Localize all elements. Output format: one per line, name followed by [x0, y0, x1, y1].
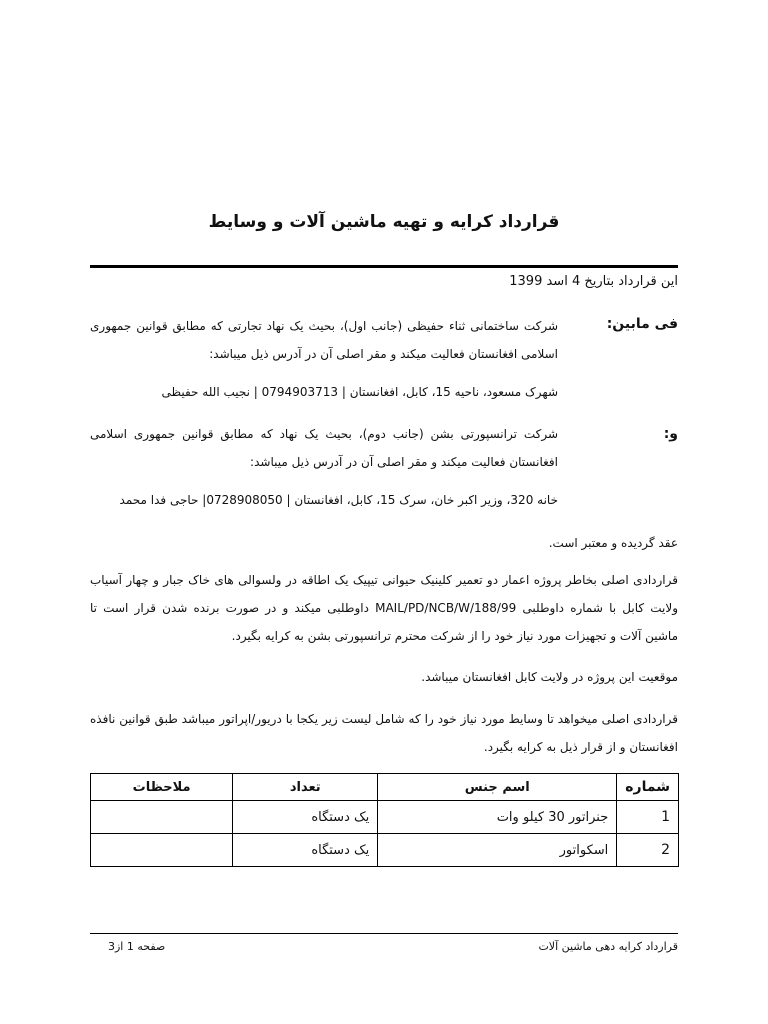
purpose-paragraph: قراردادی اصلی بخاطر پروژه اعمار دو تعمیر کلینیک حیوانی تیپیک یک اطاقه در ولسوالی های خاک جبار و چهار آسیاب ولایت کابل با شماره داوطلبی MAIL/PD/NCB/W/188/99 داوطلبی میکند و در صورت برنده شدن قرار است تا ماشین آلات و تجهیزات مورد نیاز خود را از شرکت محترم ترانسپورتی بشن به کرایه بگیرد. — [90, 573, 679, 643]
table-header-row — [91, 774, 679, 801]
footer-divider — [90, 933, 678, 934]
contract-date: این قرارداد بتاریخ 4 اسد 1399 — [509, 274, 678, 289]
footer-document-name: قرارداد کرایه دهی ماشین آلات — [538, 940, 678, 953]
table-row — [91, 801, 679, 834]
second-party-label: و: — [663, 426, 678, 442]
second-party-description: شرکت ترانسپورتی بشن (جانب دوم)، بحیث یک نهاد که مطابق قوانین جمهوری اسلامی افغانستان فعالیت میکند و مقر اصلی آن در آدرس ذیل میباشد: — [90, 427, 558, 469]
row-quantity: یک دستگاه — [233, 801, 378, 834]
location-paragraph: موقعیت این پروژه در ولایت کابل افغانستان میباشد. — [421, 670, 678, 684]
row-name: جنراتور 30 کیلو وات — [378, 801, 617, 834]
header-quantity: تعداد — [233, 774, 378, 801]
row-quantity: یک دستگاه — [233, 834, 378, 867]
validity-paragraph: عقد گردیده و معتبر است. — [548, 536, 678, 550]
header-notes: ملاحظات — [91, 774, 233, 801]
header-name: اسم جنس — [378, 774, 617, 801]
header-number: شماره — [617, 774, 679, 801]
row-name: اسکواتور — [378, 834, 617, 867]
first-party-label: فی مابین: — [606, 316, 678, 332]
request-paragraph: قراردادی اصلی میخواهد تا وسایط مورد نیاز خود را که شامل لیست زیر یکجا با دریور/اپراتور میباشد طبق قوانین نافذه افغانستان و از قرار ذیل به کرایه بگیرد. — [90, 712, 678, 754]
equipment-table — [90, 773, 679, 867]
row-number: 1 — [617, 801, 679, 834]
footer-page-number: صفحه 1 از3 — [108, 940, 166, 953]
first-party-address: شهرک مسعود، ناحیه 15، کابل، افغانستان | 0794903713 | نجیب الله حفیظی — [161, 385, 558, 399]
table-row — [91, 834, 679, 867]
document-title: قرارداد کرایه و تهیه ماشین آلات و وسایط — [208, 212, 560, 232]
row-notes — [91, 834, 233, 867]
row-notes — [91, 801, 233, 834]
first-party-description: شرکت ساختمانی ثناء حفیظی (جانب اول)، بحیث یک نهاد تجارتی که مطابق قوانین جمهوری اسلامی افغانستان فعالیت میکند و مقر اصلی آن در آدرس ذیل میباشد: — [90, 319, 558, 361]
row-number: 2 — [617, 834, 679, 867]
title-divider — [90, 265, 678, 268]
second-party-address: خانه 320، وزیر اکبر خان، سرک 15، کابل، افغانستان | 0728908050| حاجی فدا محمد — [119, 493, 558, 507]
